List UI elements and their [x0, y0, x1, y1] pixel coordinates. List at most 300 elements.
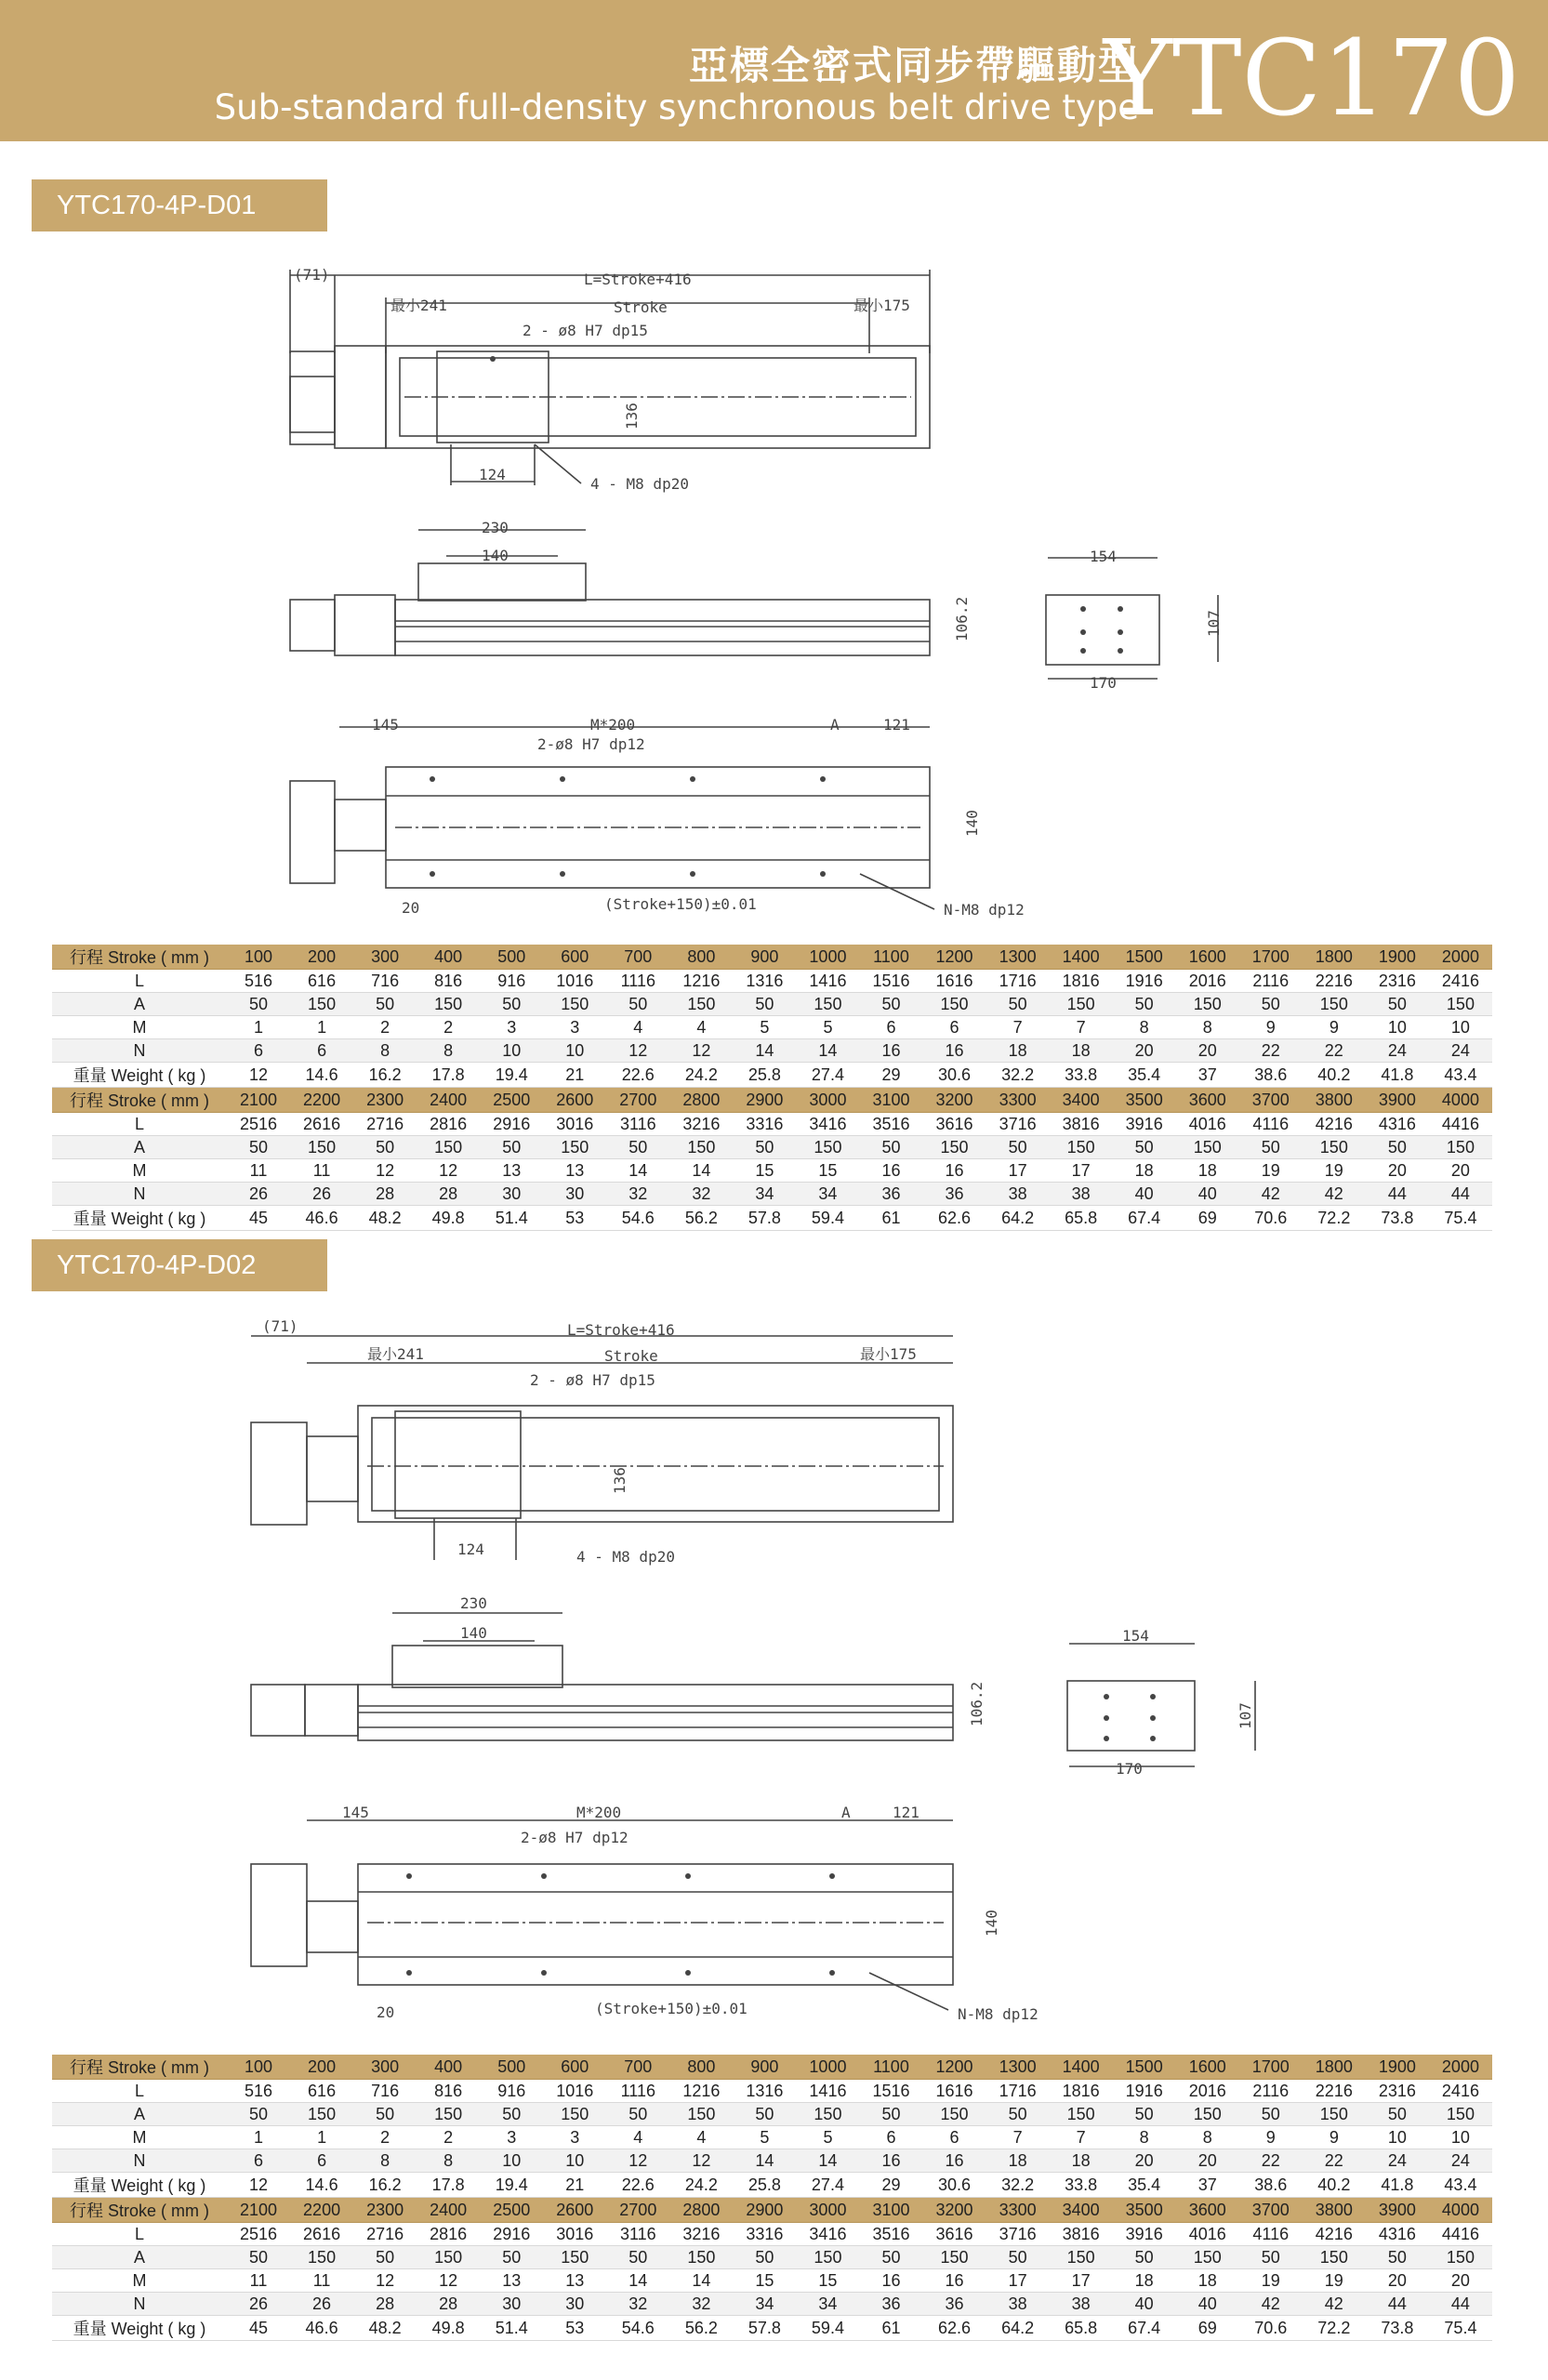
table-cell: 150	[1176, 2246, 1239, 2269]
top-view	[290, 266, 930, 493]
table-cell: 1100	[859, 945, 922, 970]
table-cell: 50	[606, 2246, 669, 2269]
table-cell: 24	[1429, 2149, 1492, 2173]
table-cell: 3216	[669, 1113, 733, 1136]
table-cell: 150	[923, 993, 986, 1016]
table-cell: 1700	[1239, 2055, 1303, 2080]
table-cell: 13	[480, 1159, 543, 1183]
table-cell: 50	[1113, 2246, 1176, 2269]
dim-height: 106.2	[953, 596, 971, 641]
table-cell: 4116	[1239, 1113, 1303, 1136]
table-cell: 3716	[986, 2223, 1050, 2246]
dim-hole-spacing: 124	[457, 1540, 484, 1558]
table-cell: 2200	[290, 1088, 353, 1113]
table-cell: 28	[353, 2293, 417, 2316]
table-cell: 49.8	[417, 2316, 480, 2341]
table-cell: 2016	[1176, 970, 1239, 993]
dim-slider-len: 230	[460, 1594, 487, 1612]
row-label: L	[52, 970, 227, 993]
row-label: 重量 Weight ( kg )	[52, 1206, 227, 1231]
table-cell: 2200	[290, 2198, 353, 2223]
table-cell: 12	[353, 1159, 417, 1183]
table-cell: 1216	[669, 2080, 733, 2103]
table-cell: 10	[480, 2149, 543, 2173]
table-cell: 1000	[796, 945, 859, 970]
title-en: Sub-standard full-density synchronous belt drive type	[214, 87, 1139, 127]
table-cell: 2316	[1366, 2080, 1429, 2103]
table-cell: 8	[1176, 2126, 1239, 2149]
table-row	[52, 2293, 1492, 2316]
table-cell: 3500	[1113, 1088, 1176, 1113]
table-cell: 48.2	[353, 2316, 417, 2341]
table-cell: 33.8	[1050, 2173, 1113, 2198]
table-cell: 4316	[1366, 2223, 1429, 2246]
dim-base-width: 170	[1090, 674, 1117, 692]
dim-stroke: Stroke	[604, 1347, 658, 1365]
table-cell: 8	[417, 1039, 480, 1063]
table-cell: 6	[290, 1039, 353, 1063]
table-cell: 150	[796, 1136, 859, 1159]
dim-end-height: 107	[1205, 610, 1223, 637]
table-cell: 9	[1303, 2126, 1366, 2149]
table-cell: 2900	[733, 1088, 796, 1113]
table-cell: 14.6	[290, 1063, 353, 1088]
table-cell: 3116	[606, 2223, 669, 2246]
table-cell: 50	[1239, 2246, 1303, 2269]
table-cell: 2416	[1429, 970, 1492, 993]
table-cell: 3216	[669, 2223, 733, 2246]
spec-table-d01	[52, 945, 1492, 1231]
table-cell: 32.2	[986, 2173, 1050, 2198]
table-cell: 2716	[353, 2223, 417, 2246]
dim-pitch: M*200	[590, 716, 636, 734]
table-cell: 3816	[1050, 1113, 1113, 1136]
table-cell: 36	[859, 1183, 922, 1206]
table-cell: 26	[290, 2293, 353, 2316]
table-cell: 2	[417, 1016, 480, 1039]
table-cell: 900	[733, 2055, 796, 2080]
table-cell: 10	[1429, 1016, 1492, 1039]
dim-base-pin: 2-ø8 H7 dp12	[521, 1829, 628, 1846]
table-cell: 32	[606, 2293, 669, 2316]
table-cell: 53	[543, 1206, 606, 1231]
table-cell: 50	[1366, 993, 1429, 1016]
table-cell: 38	[1050, 1183, 1113, 1206]
table-cell: 3316	[733, 2223, 796, 2246]
table-cell: 12	[669, 1039, 733, 1063]
table-cell: 50	[986, 1136, 1050, 1159]
table-cell: 48.2	[353, 1206, 417, 1231]
table-cell: 70.6	[1239, 2316, 1303, 2341]
dim-hole-spacing: 124	[479, 466, 506, 483]
table-cell: 900	[733, 945, 796, 970]
table-cell: 8	[353, 1039, 417, 1063]
table-cell: 28	[417, 2293, 480, 2316]
table-cell: 46.6	[290, 2316, 353, 2341]
table-cell: 50	[353, 993, 417, 1016]
table-cell: 2716	[353, 1113, 417, 1136]
table-cell: 6	[859, 1016, 922, 1039]
table-cell: 20	[1176, 1039, 1239, 1063]
table-cell: 44	[1429, 2293, 1492, 2316]
table-cell: 3716	[986, 1113, 1050, 1136]
table-cell: 24	[1366, 1039, 1429, 1063]
table-row	[52, 970, 1492, 993]
row-label: M	[52, 2269, 227, 2293]
table-cell: 36	[923, 2293, 986, 2316]
table-cell: 4216	[1303, 1113, 1366, 1136]
table-cell: 2916	[480, 2223, 543, 2246]
table-cell: 3900	[1366, 1088, 1429, 1113]
table-cell: 150	[1176, 993, 1239, 1016]
table-cell: 38	[986, 2293, 1050, 2316]
table-header-row	[52, 2055, 1492, 2080]
table-cell: 22.6	[606, 2173, 669, 2198]
table-cell: 40	[1176, 2293, 1239, 2316]
table-cell: 62.6	[923, 2316, 986, 2341]
table-cell: 2	[353, 1016, 417, 1039]
table-cell: 1216	[669, 970, 733, 993]
table-cell: 716	[353, 2080, 417, 2103]
table-cell: 500	[480, 2055, 543, 2080]
table-cell: 14	[796, 2149, 859, 2173]
table-cell: 4	[669, 2126, 733, 2149]
dim-base-width-side: 140	[983, 1910, 1000, 1937]
table-cell: 13	[543, 2269, 606, 2293]
dim-end-width: 154	[1122, 1627, 1149, 1645]
dim-bottom-left: 145	[372, 716, 399, 734]
table-cell: 2500	[480, 2198, 543, 2223]
table-cell: 6	[227, 1039, 290, 1063]
dim-slider-len-inner: 140	[460, 1624, 487, 1642]
table-cell: 26	[227, 2293, 290, 2316]
table-cell: 54.6	[606, 1206, 669, 1231]
table-cell: 27.4	[796, 1063, 859, 1088]
end-view	[1067, 1627, 1255, 1778]
table-cell: 13	[543, 1159, 606, 1183]
table-cell: 3916	[1113, 1113, 1176, 1136]
table-cell: 18	[1113, 1159, 1176, 1183]
table-cell: 22.6	[606, 1063, 669, 1088]
table-cell: 40	[1113, 2293, 1176, 2316]
table-cell: 32	[669, 2293, 733, 2316]
table-cell: 50	[353, 2246, 417, 2269]
table-cell: 616	[290, 970, 353, 993]
table-cell: 15	[733, 1159, 796, 1183]
table-cell: 50	[986, 2246, 1050, 2269]
table-cell: 46.6	[290, 1206, 353, 1231]
table-cell: 19	[1239, 2269, 1303, 2293]
table-cell: 19	[1303, 1159, 1366, 1183]
table-cell: 35.4	[1113, 1063, 1176, 1088]
dim-stroke: Stroke	[614, 298, 668, 316]
row-label: 行程 Stroke ( mm )	[52, 1088, 227, 1113]
table-cell: 14	[606, 1159, 669, 1183]
table-cell: 150	[417, 2103, 480, 2126]
dim-right: 最小175	[853, 297, 910, 314]
table-cell: 1300	[986, 2055, 1050, 2080]
table-row	[52, 2223, 1492, 2246]
table-cell: 3816	[1050, 2223, 1113, 2246]
table-cell: 2616	[290, 1113, 353, 1136]
table-cell: 41.8	[1366, 2173, 1429, 2198]
table-cell: 34	[796, 1183, 859, 1206]
table-cell: 2100	[227, 1088, 290, 1113]
table-cell: 2900	[733, 2198, 796, 2223]
table-cell: 6	[227, 2149, 290, 2173]
dim-total-length: L=Stroke+416	[584, 271, 692, 288]
table-cell: 1416	[796, 2080, 859, 2103]
table-cell: 50	[227, 1136, 290, 1159]
table-cell: 50	[1113, 2103, 1176, 2126]
table-row	[52, 2080, 1492, 2103]
table-cell: 20	[1113, 1039, 1176, 1063]
table-cell: 1116	[606, 2080, 669, 2103]
table-cell: 50	[859, 1136, 922, 1159]
table-cell: 2416	[1429, 2080, 1492, 2103]
dim-slider-len: 230	[482, 519, 509, 536]
table-cell: 24.2	[669, 2173, 733, 2198]
table-cell: 50	[1239, 993, 1303, 1016]
table-cell: 16	[859, 1159, 922, 1183]
table-cell: 50	[986, 2103, 1050, 2126]
table-cell: 150	[290, 993, 353, 1016]
table-cell: 500	[480, 945, 543, 970]
table-cell: 2800	[669, 1088, 733, 1113]
table-cell: 50	[1239, 2103, 1303, 2126]
table-cell: 16.2	[353, 1063, 417, 1088]
drawing-d02	[0, 1306, 1548, 2031]
table-cell: 10	[1366, 1016, 1429, 1039]
row-label: N	[52, 2149, 227, 2173]
table-row	[52, 1016, 1492, 1039]
table-cell: 14	[733, 1039, 796, 1063]
table-cell: 1516	[859, 970, 922, 993]
table-cell: 3916	[1113, 2223, 1176, 2246]
table-cell: 50	[859, 993, 922, 1016]
table-cell: 1400	[1050, 945, 1113, 970]
bottom-view	[251, 1804, 1039, 2023]
table-cell: 12	[417, 1159, 480, 1183]
row-label: N	[52, 2293, 227, 2316]
table-cell: 32.2	[986, 1063, 1050, 1088]
table-cell: 4116	[1239, 2223, 1303, 2246]
dim-base-width: 170	[1116, 1760, 1143, 1778]
dim-right: 最小175	[860, 1345, 917, 1363]
dim-pin-holes: 2 - ø8 H7 dp15	[530, 1371, 655, 1389]
table-cell: 72.2	[1303, 1206, 1366, 1231]
table-cell: 150	[543, 2246, 606, 2269]
table-cell: 20	[1429, 2269, 1492, 2293]
table-cell: 200	[290, 945, 353, 970]
table-cell: 45	[227, 1206, 290, 1231]
table-cell: 16	[859, 2149, 922, 2173]
table-cell: 19.4	[480, 1063, 543, 1088]
table-row	[52, 2173, 1492, 2198]
table-cell: 150	[1303, 2246, 1366, 2269]
table-cell: 17	[986, 1159, 1050, 1183]
table-cell: 73.8	[1366, 1206, 1429, 1231]
table-cell: 11	[227, 1159, 290, 1183]
table-cell: 1416	[796, 970, 859, 993]
dim-end-width: 154	[1090, 548, 1117, 565]
table-cell: 150	[1303, 993, 1366, 1016]
table-cell: 2700	[606, 1088, 669, 1113]
table-cell: 5	[796, 1016, 859, 1039]
table-cell: 50	[1113, 993, 1176, 1016]
row-label: A	[52, 993, 227, 1016]
top-view	[251, 1317, 953, 1566]
table-cell: 300	[353, 945, 417, 970]
table-cell: 1000	[796, 2055, 859, 2080]
table-cell: 24	[1366, 2149, 1429, 2173]
table-cell: 16	[923, 2269, 986, 2293]
table-cell: 700	[606, 945, 669, 970]
table-cell: 11	[227, 2269, 290, 2293]
table-cell: 150	[1303, 2103, 1366, 2126]
table-cell: 17	[986, 2269, 1050, 2293]
table-cell: 17.8	[417, 2173, 480, 2198]
table-cell: 3016	[543, 2223, 606, 2246]
table-cell: 12	[353, 2269, 417, 2293]
table-cell: 54.6	[606, 2316, 669, 2341]
table-cell: 12	[606, 1039, 669, 1063]
table-cell: 1516	[859, 2080, 922, 2103]
table-cell: 30	[480, 1183, 543, 1206]
table-cell: 150	[1429, 1136, 1492, 1159]
table-cell: 5	[796, 2126, 859, 2149]
table-cell: 44	[1366, 1183, 1429, 1206]
table-cell: 50	[480, 993, 543, 1016]
table-cell: 42	[1303, 1183, 1366, 1206]
table-cell: 26	[290, 1183, 353, 1206]
table-cell: 716	[353, 970, 417, 993]
table-cell: 29	[859, 2173, 922, 2198]
table-cell: 1300	[986, 945, 1050, 970]
table-cell: 25.8	[733, 2173, 796, 2198]
table-cell: 65.8	[1050, 2316, 1113, 2341]
table-cell: 3116	[606, 1113, 669, 1136]
table-cell: 8	[1113, 1016, 1176, 1039]
table-cell: 4216	[1303, 2223, 1366, 2246]
table-cell: 150	[923, 1136, 986, 1159]
table-cell: 800	[669, 945, 733, 970]
table-cell: 150	[543, 2103, 606, 2126]
table-cell: 1316	[733, 2080, 796, 2103]
table-cell: 3516	[859, 2223, 922, 2246]
table-cell: 10	[1429, 2126, 1492, 2149]
table-cell: 3	[480, 1016, 543, 1039]
table-cell: 2600	[543, 1088, 606, 1113]
table-cell: 9	[1239, 2126, 1303, 2149]
table-cell: 3400	[1050, 1088, 1113, 1113]
table-cell: 43.4	[1429, 2173, 1492, 2198]
table-cell: 700	[606, 2055, 669, 2080]
table-cell: 14.6	[290, 2173, 353, 2198]
table-cell: 22	[1303, 1039, 1366, 1063]
table-cell: 18	[1050, 2149, 1113, 2173]
table-cell: 1016	[543, 970, 606, 993]
table-cell: 18	[986, 2149, 1050, 2173]
table-cell: 11	[290, 1159, 353, 1183]
table-cell: 44	[1429, 1183, 1492, 1206]
table-cell: 28	[353, 1183, 417, 1206]
dim-base-pin: 2-ø8 H7 dp12	[537, 735, 645, 753]
table-row	[52, 2246, 1492, 2269]
table-row	[52, 2149, 1492, 2173]
table-cell: 5	[733, 1016, 796, 1039]
table-cell: 3416	[796, 2223, 859, 2246]
dim-left: 最小241	[390, 297, 447, 314]
table-cell: 150	[417, 1136, 480, 1159]
table-cell: 150	[1050, 993, 1113, 1016]
table-cell: 21	[543, 2173, 606, 2198]
table-cell: 37	[1176, 2173, 1239, 2198]
table-cell: 1500	[1113, 945, 1176, 970]
table-cell: 20	[1429, 1159, 1492, 1183]
table-cell: 51.4	[480, 1206, 543, 1231]
dim-pin-holes: 2 - ø8 H7 dp15	[523, 322, 648, 339]
section-tag-d02: YTC170-4P-D02	[32, 1239, 327, 1291]
dim-base-stroke: (Stroke+150)±0.01	[595, 2000, 748, 2017]
table-cell: 14	[606, 2269, 669, 2293]
table-cell: 4416	[1429, 1113, 1492, 1136]
table-cell: 3900	[1366, 2198, 1429, 2223]
row-label: A	[52, 2246, 227, 2269]
dim-left: 最小241	[367, 1345, 424, 1363]
table-cell: 75.4	[1429, 1206, 1492, 1231]
table-cell: 1016	[543, 2080, 606, 2103]
table-cell: 36	[923, 1183, 986, 1206]
table-cell: 400	[417, 945, 480, 970]
table-row	[52, 1136, 1492, 1159]
table-cell: 53	[543, 2316, 606, 2341]
table-cell: 3500	[1113, 2198, 1176, 2223]
section-tag-d01: YTC170-4P-D01	[32, 179, 327, 231]
table-cell: 16	[859, 2269, 922, 2293]
table-cell: 12	[227, 2173, 290, 2198]
table-cell: 50	[986, 993, 1050, 1016]
dim-base-width-side: 140	[963, 810, 981, 837]
table-cell: 70.6	[1239, 1206, 1303, 1231]
table-cell: 50	[1239, 1136, 1303, 1159]
table-cell: 34	[796, 2293, 859, 2316]
table-cell: 12	[669, 2149, 733, 2173]
table-cell: 150	[1176, 1136, 1239, 1159]
table-cell: 24	[1429, 1039, 1492, 1063]
table-row	[52, 1159, 1492, 1183]
table-cell: 150	[543, 1136, 606, 1159]
table-cell: 13	[480, 2269, 543, 2293]
table-cell: 17.8	[417, 1063, 480, 1088]
table-cell: 65.8	[1050, 1206, 1113, 1231]
table-cell: 150	[1050, 2246, 1113, 2269]
table-cell: 616	[290, 2080, 353, 2103]
table-cell: 3316	[733, 1113, 796, 1136]
table-cell: 1400	[1050, 2055, 1113, 2080]
table-cell: 50	[733, 2103, 796, 2126]
table-cell: 150	[669, 1136, 733, 1159]
table-cell: 3200	[923, 1088, 986, 1113]
table-cell: 50	[606, 2103, 669, 2126]
row-label: M	[52, 1016, 227, 1039]
table-cell: 25.8	[733, 1063, 796, 1088]
table-cell: 8	[353, 2149, 417, 2173]
table-cell: 57.8	[733, 1206, 796, 1231]
table-cell: 50	[733, 993, 796, 1016]
table-cell: 1500	[1113, 2055, 1176, 2080]
table-cell: 10	[543, 2149, 606, 2173]
